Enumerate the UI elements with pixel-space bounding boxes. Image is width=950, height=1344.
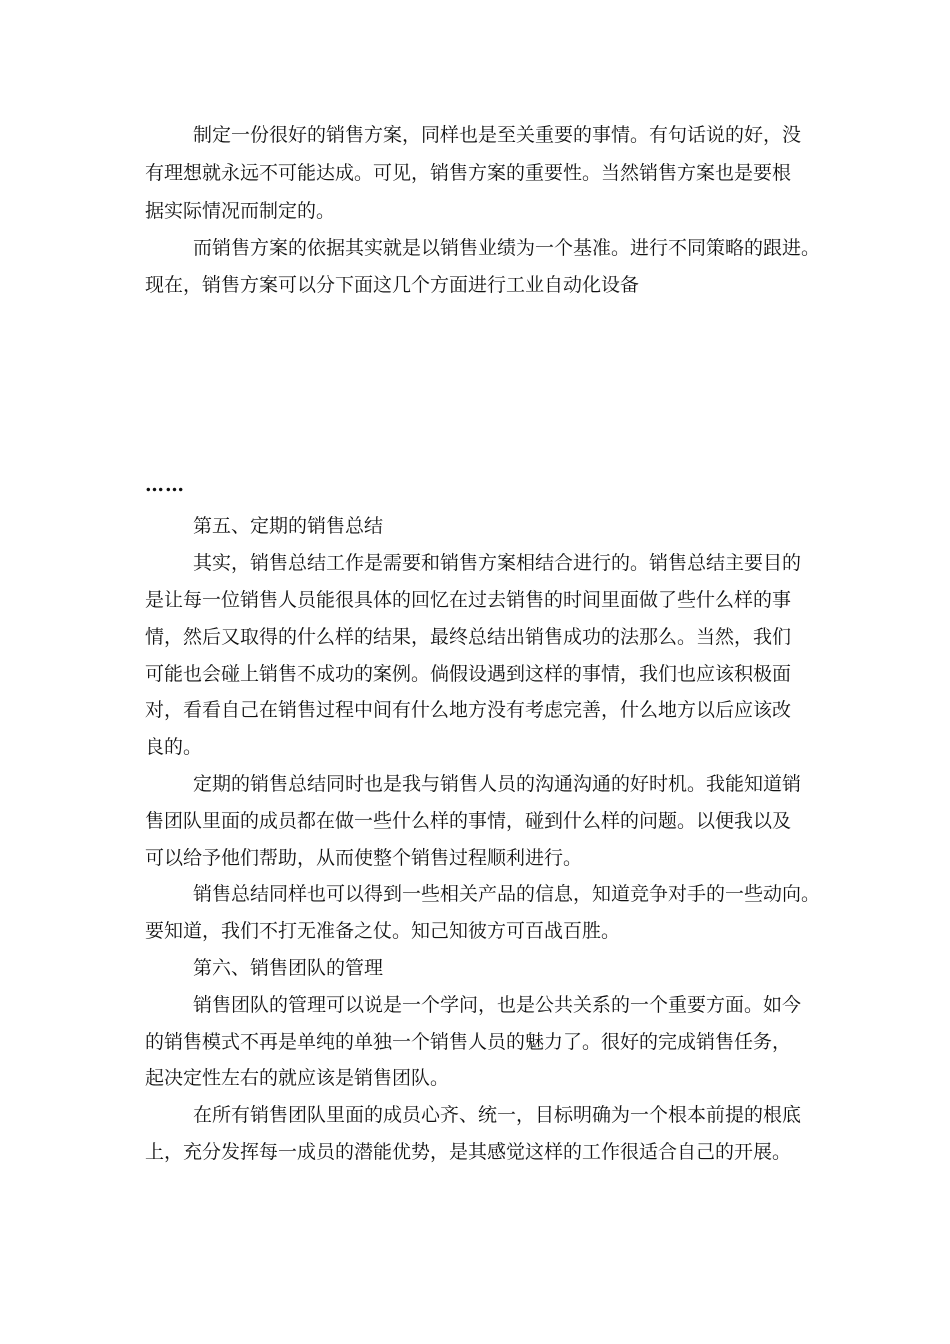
- paragraph-line: 在所有销售团队里面的成员心齐、统一，目标明确为一个根本前提的根底: [193, 1104, 802, 1126]
- intro-line: 制定一份很好的销售方案，同样也是至关重要的事情。有句话说的好，没: [193, 124, 802, 146]
- paragraph-line: 起决定性左右的就应该是销售团队。: [145, 1067, 450, 1089]
- intro-line: 现在，销售方案可以分下面这几个方面进行工业自动化设备: [145, 274, 640, 296]
- paragraph-line: 上，充分发挥每一成员的潜能优势，是其感觉这样的工作很适合自己的开展。: [145, 1141, 792, 1163]
- section-heading: 第五、定期的销售总结: [193, 515, 384, 537]
- paragraph-line: 要知道，我们不打无准备之仗。知己知彼方可百战百胜。: [145, 920, 621, 942]
- paragraph-line: 可以给予他们帮助，从而使整个销售过程顺利进行。: [145, 847, 583, 869]
- paragraph-line: 的销售模式不再是单纯的单独一个销售人员的魅力了。很好的完成销售任务，: [145, 1031, 792, 1053]
- paragraph-line: 其实，销售总结工作是需要和销售方案相结合进行的。销售总结主要目的: [193, 552, 802, 574]
- paragraph-line: 可能也会碰上销售不成功的案例。倘假设遇到这样的事情，我们也应该积极面: [145, 663, 792, 685]
- paragraph-line: 对，看看自己在销售过程中间有什么地方没有考虑完善，什么地方以后应该改: [145, 699, 792, 721]
- paragraph-line: 销售团队的管理可以说是一个学问，也是公共关系的一个重要方面。如今: [193, 994, 802, 1016]
- intro-line: 而销售方案的依据其实就是以销售业绩为一个基准。进行不同策略的跟进。: [193, 237, 821, 259]
- paragraph-line: 定期的销售总结同时也是我与销售人员的沟通沟通的好时机。我能知道销: [193, 773, 802, 795]
- intro-line: 据实际情况而制定的。: [145, 200, 336, 222]
- paragraph-line: 销售总结同样也可以得到一些相关产品的信息，知道竞争对手的一些动向。: [193, 883, 821, 905]
- paragraph-line: 是让每一位销售人员能很具体的回忆在过去销售的时间里面做了些什么样的事: [145, 589, 792, 611]
- paragraph-line: 情，然后又取得的什么样的结果，最终总结出销售成功的法那么。当然，我们: [145, 626, 792, 648]
- section-heading: 第六、销售团队的管理: [193, 957, 384, 979]
- paragraph-line: 售团队里面的成员都在做一些什么样的事情，碰到什么样的问题。以便我以及: [145, 810, 792, 832]
- paragraph-line: 良的。: [145, 736, 203, 758]
- intro-line: 有理想就永远不可能达成。可见，销售方案的重要性。当然销售方案也是要根: [145, 162, 792, 184]
- omission-ellipsis: ……: [145, 474, 185, 496]
